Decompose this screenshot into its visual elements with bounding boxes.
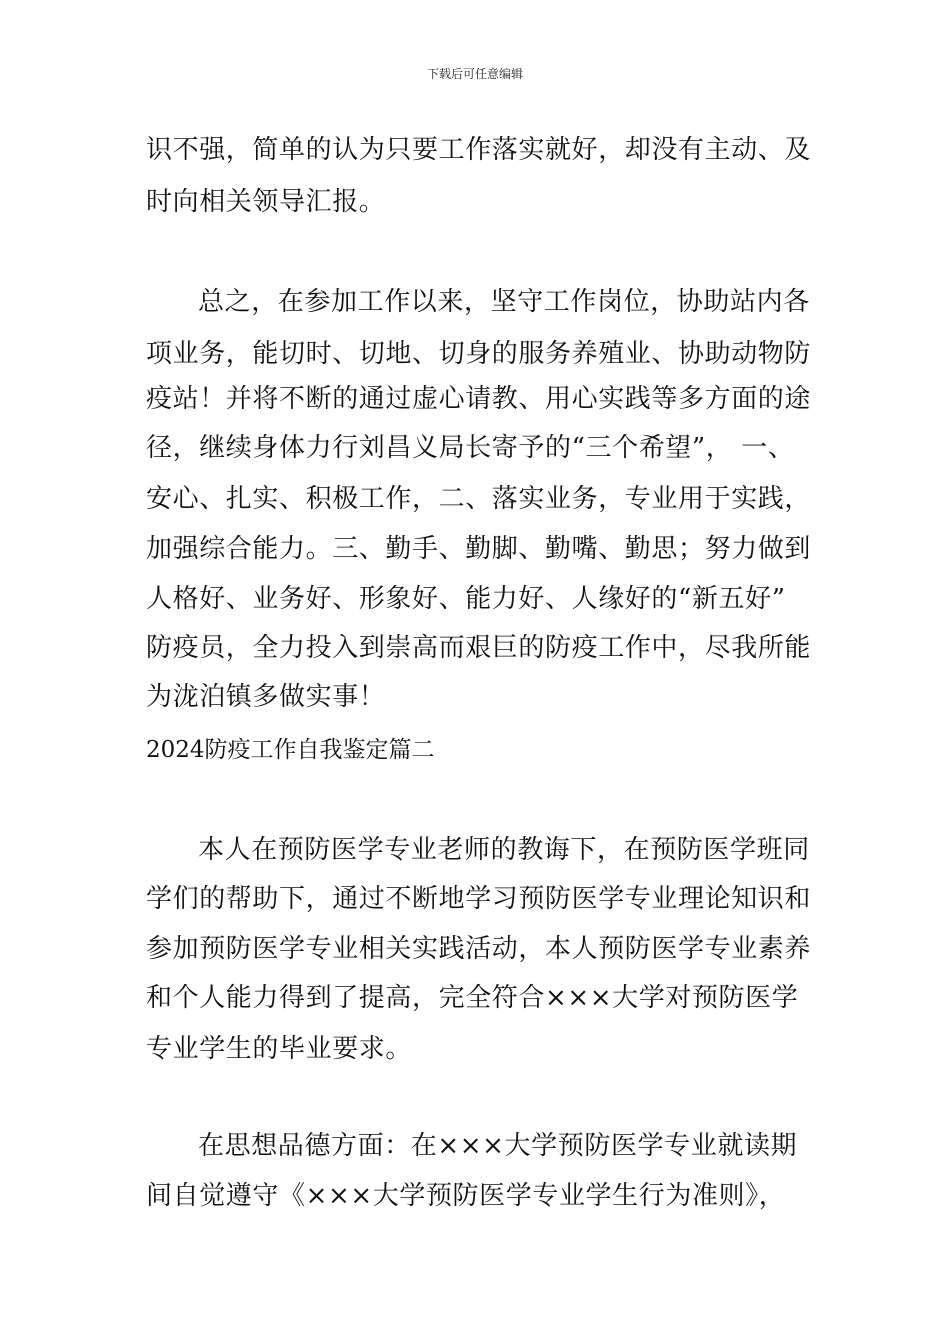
- page-header: 下载后可任意编辑: [426, 67, 523, 81]
- paragraph-2-line-2: 项业务，能切时、切地、切身的服务养殖业、协助动物防: [146, 339, 812, 369]
- paragraph-2-line-8: 防疫员，全力投入到崇高而艰巨的防疫工作中，尽我所能: [146, 633, 812, 663]
- paragraph-3-line-4: 和个人能力得到了提高，完全符合×××大学对预防医学: [146, 983, 799, 1013]
- paragraph-2-line-6: 加强综合能力。三、勤手、勤脚、勤嘴、勤思；努力做到: [146, 534, 812, 564]
- paragraph-3-line-5: 专业学生的毕业要求。: [146, 1034, 413, 1064]
- paragraph-3-line-2: 学们的帮助下，通过不断地学习预防医学专业理论知识和: [146, 884, 812, 914]
- section-heading: 2024防疫工作自我鉴定篇二: [146, 737, 435, 763]
- paragraph-4-line-1: 在思想品德方面：在×××大学预防医学专业就读期: [198, 1131, 798, 1161]
- paragraph-4-line-2: 间自觉遵守《×××大学预防医学专业学生行为准则》，: [146, 1181, 786, 1211]
- paragraph-2-line-5: 安心、扎实、积极工作，二、落实业务，专业用于实践，: [146, 484, 812, 514]
- paragraph-2-line-4: 径，继续身体力行刘昌义局长寄予的“三个希望”， 一、: [146, 433, 795, 463]
- paragraph-2-line-9: 为泷泊镇多做实事！: [146, 682, 386, 712]
- paragraph-1-line-1: 识不强，简单的认为只要工作落实就好，却没有主动、及: [146, 135, 812, 165]
- paragraph-2-line-1: 总之，在参加工作以来，坚守工作岗位，协助站内各: [198, 287, 810, 317]
- paragraph-1-line-2: 时向相关领导汇报。: [146, 187, 386, 217]
- paragraph-3-line-3: 参加预防医学专业相关实践活动，本人预防医学专业素养: [146, 934, 812, 964]
- paragraph-3-line-1: 本人在预防医学专业老师的教诲下，在预防医学班同: [198, 835, 810, 865]
- paragraph-2-line-3: 疫站！并将不断的通过虚心请教、用心实践等多方面的途: [146, 384, 812, 414]
- paragraph-2-line-7: 人格好、业务好、形象好、能力好、人缘好的“新五好”: [146, 584, 786, 614]
